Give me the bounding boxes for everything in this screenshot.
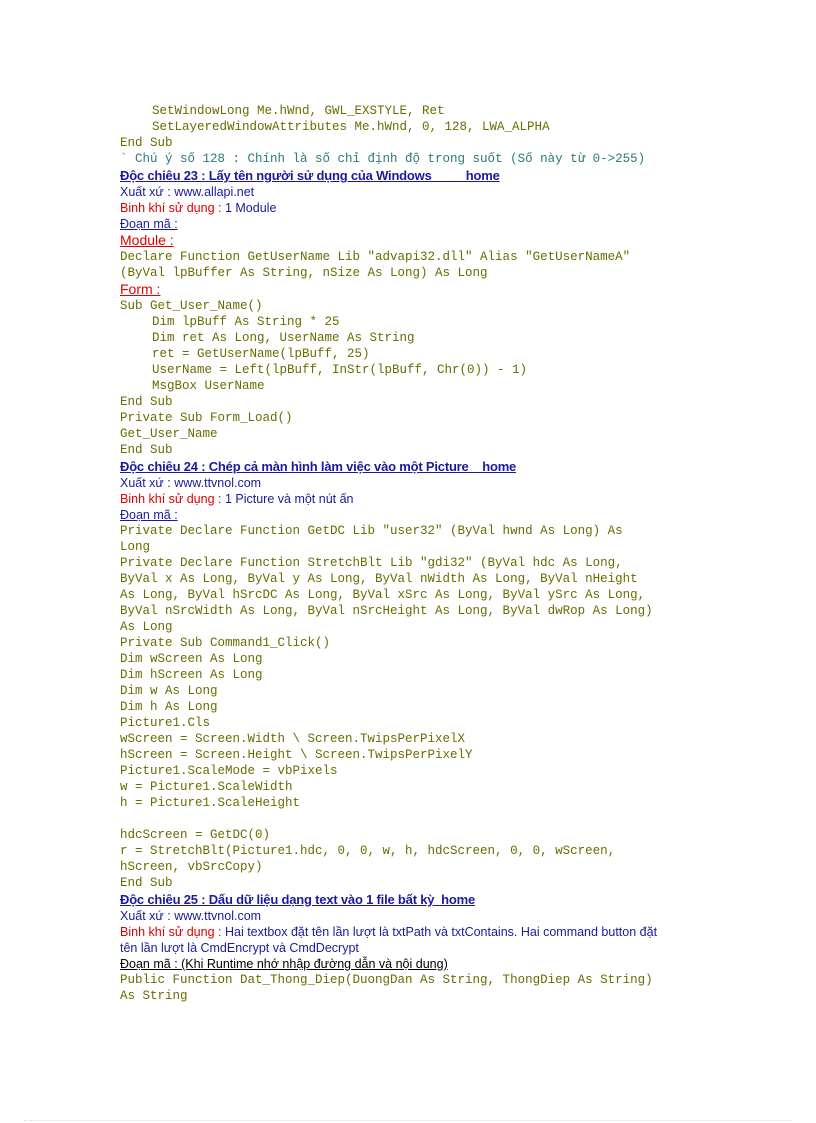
code-line: SetWindowLong Me.hWnd, GWL_EXSTYLE, Ret xyxy=(152,104,445,118)
code-line: ByVal nSrcWidth As Long, ByVal nSrcHeight As Long, ByVal dwRop As Long) xyxy=(120,604,653,618)
source-label: Xuất xứ : xyxy=(120,476,175,490)
code-line: End Sub xyxy=(120,876,173,890)
code-line: ret = GetUserName(lpBuff, 25) xyxy=(152,347,370,361)
source-line xyxy=(120,475,720,491)
top-code-block xyxy=(120,103,720,167)
requirement-value: tên lần lượt là CmdEncrypt và CmdDecrypt xyxy=(120,941,359,955)
code-line: hdcScreen = GetDC(0) xyxy=(120,828,271,842)
code-line: hScreen = Screen.Height \ Screen.TwipsPerPixelY xyxy=(120,748,473,762)
section-heading[interactable]: Độc chiêu 25 : Dấu dữ liệu dạng text vào 1 file bất kỳ home xyxy=(120,892,476,907)
code-line: Picture1.Cls xyxy=(120,716,211,730)
requirement-value: Hai textbox đặt tên lần lượt là txtPath và txtContains. Hai command button đặt xyxy=(224,925,658,939)
code-comment: ` Chú ý số 128 : Chính là số chỉ định độ trong suốt (Số này từ 0->255) xyxy=(120,152,646,166)
section-heading[interactable]: Độc chiêu 23 : Lấy tên người sử dụng của Windows home xyxy=(120,168,500,183)
code-line: r = StretchBlt(Picture1.hdc, 0, 0, w, h, hdcScreen, 0, 0, wScreen, xyxy=(120,844,616,858)
code-line: w = Picture1.ScaleWidth xyxy=(120,780,293,794)
requirement-line xyxy=(120,491,720,507)
source-value: www.allapi.net xyxy=(174,185,255,199)
code-line: As Long xyxy=(120,620,173,634)
code-line: (ByVal lpBuffer As String, nSize As Long) As Long xyxy=(120,266,488,280)
code-label: Đoạn mã : xyxy=(120,217,178,231)
section-24 xyxy=(120,458,720,891)
page-bottom-border xyxy=(24,1120,792,1121)
document-page xyxy=(120,103,720,1004)
code-line: Private Sub Command1_Click() xyxy=(120,636,331,650)
requirement-line xyxy=(120,924,720,940)
code-line: Declare Function GetUserName Lib "advapi32.dll" Alias "GetUserNameA" xyxy=(120,250,631,264)
code-line: Private Sub Form_Load() xyxy=(120,411,293,425)
section-heading[interactable]: Độc chiêu 24 : Chép cả màn hình làm việc vào một Picture home xyxy=(120,459,517,474)
code-line: Dim ret As Long, UserName As String xyxy=(152,331,415,345)
requirement-label: Binh khí sử dụng : xyxy=(120,492,225,506)
code-label: Đoạn mã : xyxy=(120,508,178,522)
code-label: Đoạn mã : (Khi Runtime nhớ nhập đường dẫn và nội dung) xyxy=(120,957,448,971)
code-line: Dim h As Long xyxy=(120,700,218,714)
code-line: Private Declare Function GetDC Lib "user32" (ByVal hwnd As Long) As xyxy=(120,524,623,538)
form-label: Form : xyxy=(120,281,161,297)
code-line: Get_User_Name xyxy=(120,427,218,441)
blank-line xyxy=(120,811,720,827)
section-25 xyxy=(120,891,720,1004)
section-23 xyxy=(120,167,720,458)
source-label: Xuất xứ : xyxy=(120,185,175,199)
requirement-value: 1 Module xyxy=(224,201,277,215)
code-line: As String xyxy=(120,989,188,1003)
code-line: End Sub xyxy=(120,136,173,150)
code-line: As Long, ByVal hSrcDC As Long, ByVal xSrc As Long, ByVal ySrc As Long, xyxy=(120,588,646,602)
code-line: End Sub xyxy=(120,395,173,409)
code-line: hScreen, vbSrcCopy) xyxy=(120,860,263,874)
code-line: Dim wScreen As Long xyxy=(120,652,263,666)
requirement-label: Binh khí sử dụng : xyxy=(120,201,225,215)
code-line: h = Picture1.ScaleHeight xyxy=(120,796,301,810)
source-value: www.ttvnol.com xyxy=(174,909,262,923)
code-line: Private Declare Function StretchBlt Lib "gdi32" (ByVal hdc As Long, xyxy=(120,556,623,570)
code-line: Dim hScreen As Long xyxy=(120,668,263,682)
source-line xyxy=(120,908,720,924)
code-line: Dim w As Long xyxy=(120,684,218,698)
requirement-line-cont xyxy=(120,940,720,956)
code-line: Picture1.ScaleMode = vbPixels xyxy=(120,764,338,778)
module-label: Module : xyxy=(120,232,174,248)
code-line: Sub Get_User_Name() xyxy=(120,299,263,313)
source-line xyxy=(120,184,720,200)
code-line: Public Function Dat_Thong_Diep(DuongDan As String, ThongDiep As String) xyxy=(120,973,653,987)
requirement-label: Binh khí sử dụng : xyxy=(120,925,225,939)
code-line: SetLayeredWindowAttributes Me.hWnd, 0, 128, LWA_ALPHA xyxy=(152,120,550,134)
code-line: End Sub xyxy=(120,443,173,457)
code-line: UserName = Left(lpBuff, InStr(lpBuff, Chr(0)) - 1) xyxy=(152,363,528,377)
code-line: Dim lpBuff As String * 25 xyxy=(152,315,340,329)
code-line: Long xyxy=(120,540,151,554)
requirement-value: 1 Picture và một nút ấn xyxy=(224,492,354,506)
code-line: ByVal x As Long, ByVal y As Long, ByVal nWidth As Long, ByVal nHeight xyxy=(120,572,638,586)
code-line: wScreen = Screen.Width \ Screen.TwipsPerPixelX xyxy=(120,732,466,746)
source-label: Xuất xứ : xyxy=(120,909,175,923)
code-line: MsgBox UserName xyxy=(152,379,265,393)
source-value: www.ttvnol.com xyxy=(174,476,262,490)
requirement-line xyxy=(120,200,720,216)
